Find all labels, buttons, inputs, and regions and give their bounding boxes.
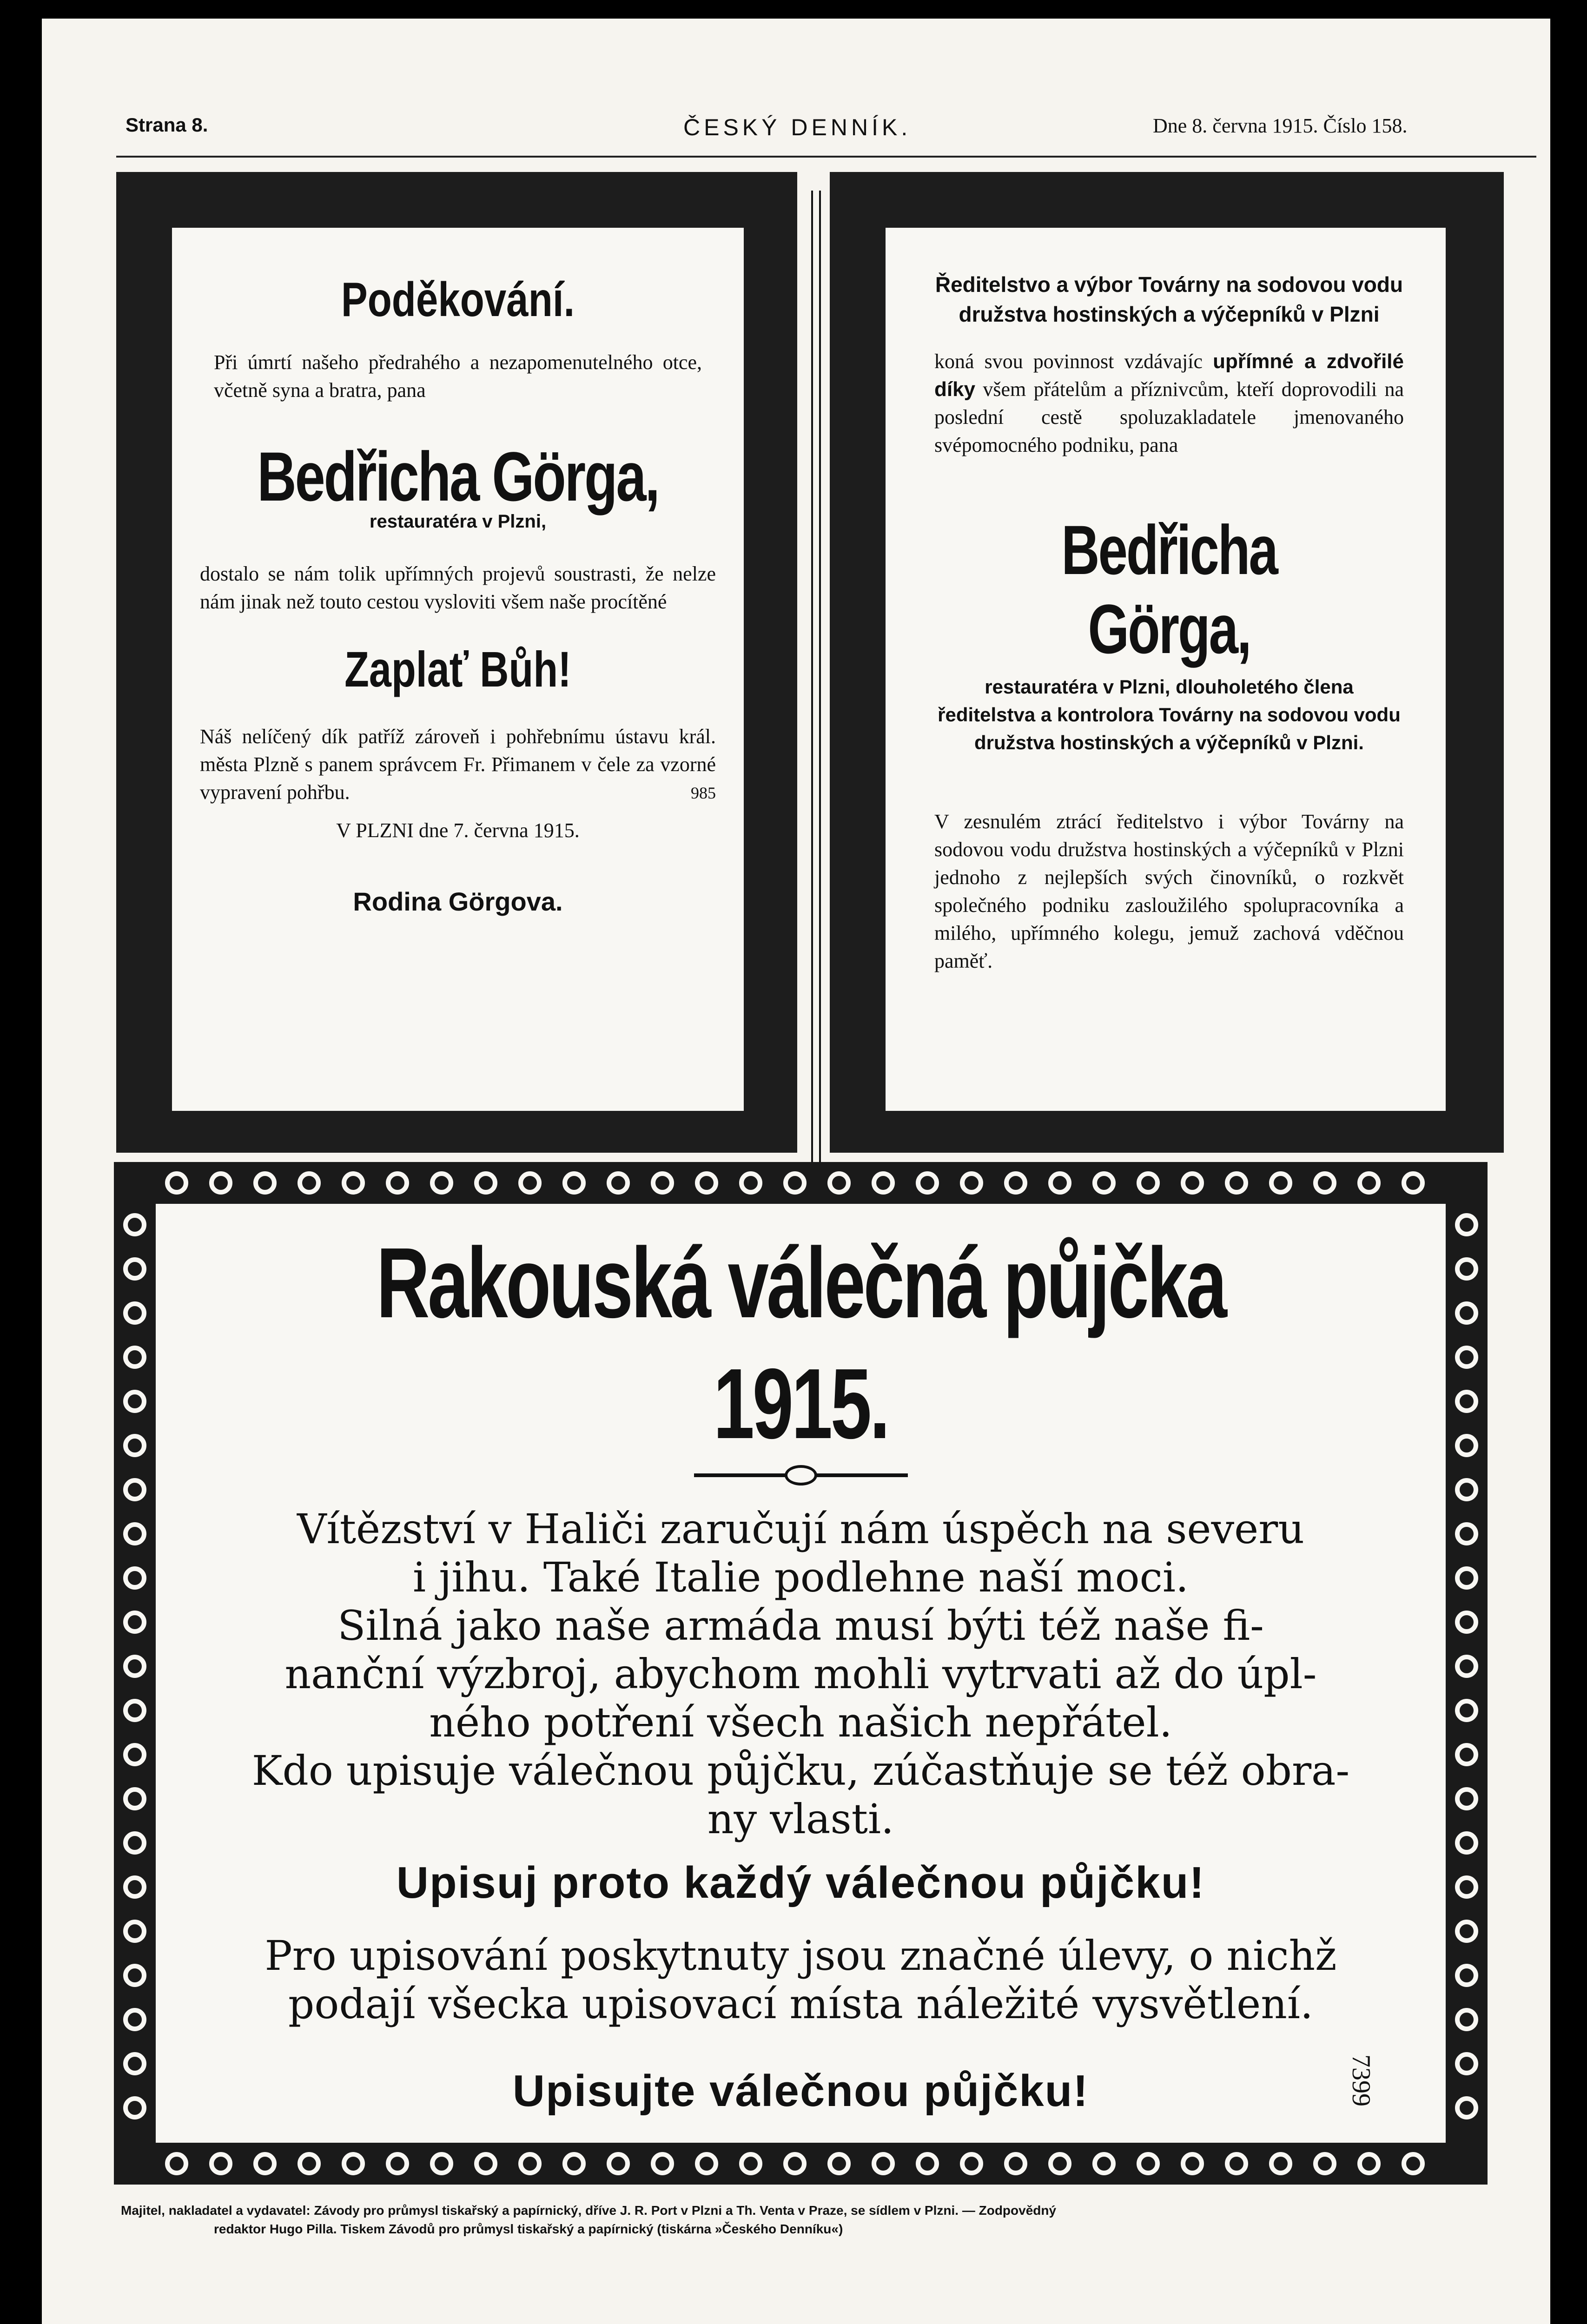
border-ring-ornament: [562, 2152, 586, 2175]
border-ring-ornament: [1455, 1831, 1478, 1855]
border-ring-ornament: [518, 1171, 542, 1195]
right-ad-intro-bold: upřímné a zdvořilé díky: [934, 350, 1404, 401]
loan-paragraph-1-line: Silná jako naše armáda musí býti též naše fi-: [337, 1602, 1264, 1650]
loan-paragraph-1-line: Vítězství v Haliči zaručují nám úspěch na severu: [297, 1505, 1304, 1553]
border-ring-ornament: [1455, 1522, 1478, 1545]
border-ring-ornament: [430, 2152, 453, 2175]
border-ring-ornament: [123, 1655, 146, 1678]
border-ring-ornament: [1137, 1171, 1160, 1195]
border-ring-ornament: [298, 1171, 321, 1195]
left-ad-thanks: Zaplať Bůh!: [344, 641, 571, 697]
border-ring-ornament: [123, 1434, 146, 1457]
border-ring-ornament: [1402, 2152, 1425, 2175]
loan-ad: [156, 1222, 1446, 2121]
border-ring-ornament: [123, 1522, 146, 1545]
border-ring-ornament: [1455, 1434, 1478, 1457]
border-ring-ornament: [1269, 2152, 1292, 2175]
loan-paragraph-2: [156, 1932, 1446, 2028]
border-ring-ornament: [474, 2152, 497, 2175]
loan-paragraph-1-line: ného potření všech našich nepřátel.: [429, 1698, 1172, 1746]
border-ring-ornament: [1092, 1171, 1116, 1195]
border-ring-ornament: [1455, 1478, 1478, 1501]
border-ring-ornament: [1455, 1920, 1478, 1943]
border-ring-ornament: [1455, 1566, 1478, 1590]
page-number: Strana 8.: [126, 114, 208, 136]
border-ring-ornament: [474, 1171, 497, 1195]
border-ring-ornament: [123, 1478, 146, 1501]
border-ring-ornament: [1455, 1213, 1478, 1236]
right-ad-intro: [934, 348, 1404, 459]
border-ring-ornament: [1455, 1787, 1478, 1810]
border-ring-ornament: [123, 2008, 146, 2031]
border-ring-ornament: [739, 2152, 762, 2175]
right-ad: [934, 270, 1404, 975]
left-ad: [181, 270, 734, 917]
border-ring-ornament: [1455, 1301, 1478, 1325]
border-ring-ornament: [342, 1171, 365, 1195]
border-ring-ornament: [872, 1171, 895, 1195]
border-ring-ornament: [1455, 1390, 1478, 1413]
border-ring-ornament: [209, 2152, 232, 2175]
border-ring-ornament: [1357, 2152, 1381, 2175]
border-ring-ornament: [123, 1743, 146, 1766]
border-ring-ornament: [739, 1171, 762, 1195]
border-ring-ornament: [123, 1699, 146, 1722]
loan-paragraph-2-line: Pro upisování poskytnuty jsou značné úlevy, o nichž: [264, 1932, 1337, 1980]
border-ring-ornament: [783, 2152, 807, 2175]
border-ring-ornament: [386, 2152, 409, 2175]
border-ring-ornament: [1402, 1171, 1425, 1195]
border-ring-ornament: [1048, 1171, 1071, 1195]
border-ring-ornament: [123, 1787, 146, 1810]
loan-paragraph-1-line: Kdo upisuje válečnou půjčku, zúčastňuje se též obra-: [251, 1747, 1350, 1795]
border-ring-ornament: [386, 1171, 409, 1195]
imprint-line-2: redaktor Hugo Pilla. Tiskem Závodů pro průmysl tiskařský a papírnický (tiskárna »Českého Denníku«): [214, 2222, 843, 2236]
loan-paragraph-1-line: nanční výzbroj, abychom mohli vytrvati až do úpl-: [284, 1650, 1317, 1698]
border-ring-ornament: [651, 1171, 674, 1195]
loan-code: 7399: [1347, 2054, 1375, 2106]
border-ring-ornament: [1313, 1171, 1336, 1195]
left-ad-para2: Náš nelíčený dík patříž zároveň i pohřebnímu ústavu král. města Plzně s panem správcem Fr. Přimanem v čele za vzorné vypravení pohřbu.: [200, 725, 716, 804]
border-ring-ornament: [165, 2152, 188, 2175]
border-ring-ornament: [123, 1346, 146, 1369]
border-ring-ornament: [430, 1171, 453, 1195]
border-ring-ornament: [1137, 2152, 1160, 2175]
loan-slogan-1: Upisuj proto každý válečnou půjčku!: [396, 1858, 1205, 1908]
left-ad-title: Poděkování.: [341, 273, 575, 327]
border-ring-ornament: [123, 1213, 146, 1236]
left-ad-intro: Při úmrtí našeho předrahého a nezapomenutelného otce, včetně syna a bratra, pana: [214, 351, 702, 402]
left-ad-name: Bedřicha Görga,: [257, 437, 659, 515]
loan-paragraph-1-line: ny vlasti.: [707, 1795, 894, 1843]
border-ring-ornament: [651, 2152, 674, 2175]
masthead: ČESKÝ DENNÍK.: [683, 114, 912, 140]
border-ring-ornament: [123, 1301, 146, 1325]
border-ring-ornament: [123, 2052, 146, 2075]
border-ring-ornament: [1004, 2152, 1027, 2175]
border-ring-ornament: [1004, 1171, 1027, 1195]
border-ring-ornament: [1455, 1346, 1478, 1369]
right-ad-intro-a: koná svou povinnost vzdávajíc: [934, 350, 1203, 373]
border-ring-ornament: [916, 2152, 939, 2175]
border-ring-ornament: [1181, 2152, 1204, 2175]
border-ring-ornament: [1455, 1743, 1478, 1766]
border-ring-ornament: [1455, 2008, 1478, 2031]
imprint-line-1: Majitel, nakladatel a vydavatel: Závody pro průmysl tiskařský a papírnický, dříve J. R. Port v Plzni a Th. Venta v Praze, se sídlem v Plzni. — Zodpovědný: [121, 2203, 1057, 2218]
border-ring-ornament: [1357, 1171, 1381, 1195]
border-ring-ornament: [607, 2152, 630, 2175]
column-divider: [811, 191, 813, 1171]
border-ring-ornament: [695, 2152, 718, 2175]
left-ad-code: 985: [691, 784, 716, 802]
border-ring-ornament: [123, 1566, 146, 1590]
right-ad-para: V zesnulém ztrácí ředitelstvo i výbor Továrny na sodovou vodu družstva hostinských a výčepníků v Plzni jednoho z nejlepších svých činovníků, o rozkvět společného podniku zasloužilého spolupracovníka a milého, upřímného kolegu, jemuž zachová vděčnou paměť.: [934, 810, 1404, 972]
border-ring-ornament: [960, 2152, 983, 2175]
border-ring-ornament: [695, 1171, 718, 1195]
border-ring-ornament: [1455, 1875, 1478, 1899]
border-ring-ornament: [1455, 1699, 1478, 1722]
border-ring-ornament: [916, 1171, 939, 1195]
left-ad-para1: dostalo se nám tolik upřímných projevů soustrasti, že nelze nám jinak než touto cestou vysloviti všem naše procítěné: [200, 562, 716, 613]
left-ad-date: V PLZNI dne 7. června 1915.: [336, 819, 580, 842]
border-ring-ornament: [1313, 2152, 1336, 2175]
border-ring-ornament: [123, 1831, 146, 1855]
border-ring-ornament: [298, 2152, 321, 2175]
border-ring-ornament: [827, 2152, 851, 2175]
border-ring-ornament: [123, 1611, 146, 1634]
column-divider: [819, 191, 821, 1171]
border-ring-ornament: [1225, 1171, 1248, 1195]
border-ring-ornament: [1269, 1171, 1292, 1195]
border-ring-ornament: [1455, 1257, 1478, 1281]
border-ring-ornament: [783, 1171, 807, 1195]
border-ring-ornament: [1225, 2152, 1248, 2175]
border-ring-ornament: [123, 1875, 146, 1899]
border-ring-ornament: [1455, 1611, 1478, 1634]
left-ad-signature: Rodina Görgova.: [353, 887, 563, 916]
loan-paragraph-2-line: podají všecka upisovací místa náležité vysvětlení.: [288, 1980, 1313, 2028]
border-ring-ornament: [827, 1171, 851, 1195]
left-ad-role: restauratéra v Plzni,: [369, 511, 547, 532]
border-ring-ornament: [1048, 2152, 1071, 2175]
border-ring-ornament: [342, 2152, 365, 2175]
right-ad-name: Bedřicha Görga,: [1061, 511, 1277, 668]
border-ring-ornament: [562, 1171, 586, 1195]
border-ring-ornament: [607, 1171, 630, 1195]
border-ring-ornament: [123, 1390, 146, 1413]
loan-title: Rakouská válečná půjčka 1915.: [376, 1227, 1225, 1459]
border-ring-ornament: [872, 2152, 895, 2175]
border-ring-ornament: [1455, 1655, 1478, 1678]
issue-date: Dne 8. června 1915. Číslo 158.: [1153, 114, 1408, 137]
loan-paragraph-1: [156, 1505, 1446, 1843]
border-ring-ornament: [1181, 1171, 1204, 1195]
newspaper-page: [42, 19, 1550, 2324]
border-ring-ornament: [1455, 1964, 1478, 1987]
right-ad-heading: Ředitelstvo a výbor Továrny na sodovou vodu družstva hostinských a výčepníků v Plzni: [935, 272, 1403, 326]
border-ring-ornament: [123, 1920, 146, 1943]
border-ring-ornament: [123, 1257, 146, 1281]
border-ring-ornament: [518, 2152, 542, 2175]
border-ring-ornament: [209, 1171, 232, 1195]
border-ring-ornament: [123, 1964, 146, 1987]
border-ring-ornament: [253, 2152, 277, 2175]
right-ad-role: restauratéra v Plzni, dlouholetého člena ředitelstva a kontrolora Továrny na sodovou vodu družstva hostinských a výčepníků v Plzni.: [938, 676, 1401, 753]
loan-paragraph-1-line: i jihu. Také Italie podlehne naší moci.: [413, 1553, 1189, 1601]
border-ring-ornament: [960, 1171, 983, 1195]
border-ring-ornament: [165, 1171, 188, 1195]
right-ad-intro-b: všem přátelům a příznivcům, kteří doprovodili na poslední cestě spoluzakladatele jmenovaného svépomocného podniku, pana: [934, 378, 1404, 456]
border-ring-ornament: [1455, 2096, 1478, 2119]
border-ring-ornament: [1455, 2052, 1478, 2075]
loan-slogan-2: Upisujte válečnou půjčku!: [512, 2066, 1089, 2116]
border-ring-ornament: [1092, 2152, 1116, 2175]
header-rule: [116, 156, 1536, 158]
border-ring-ornament: [123, 2096, 146, 2119]
ornament-divider: [694, 1473, 908, 1477]
border-ring-ornament: [253, 1171, 277, 1195]
